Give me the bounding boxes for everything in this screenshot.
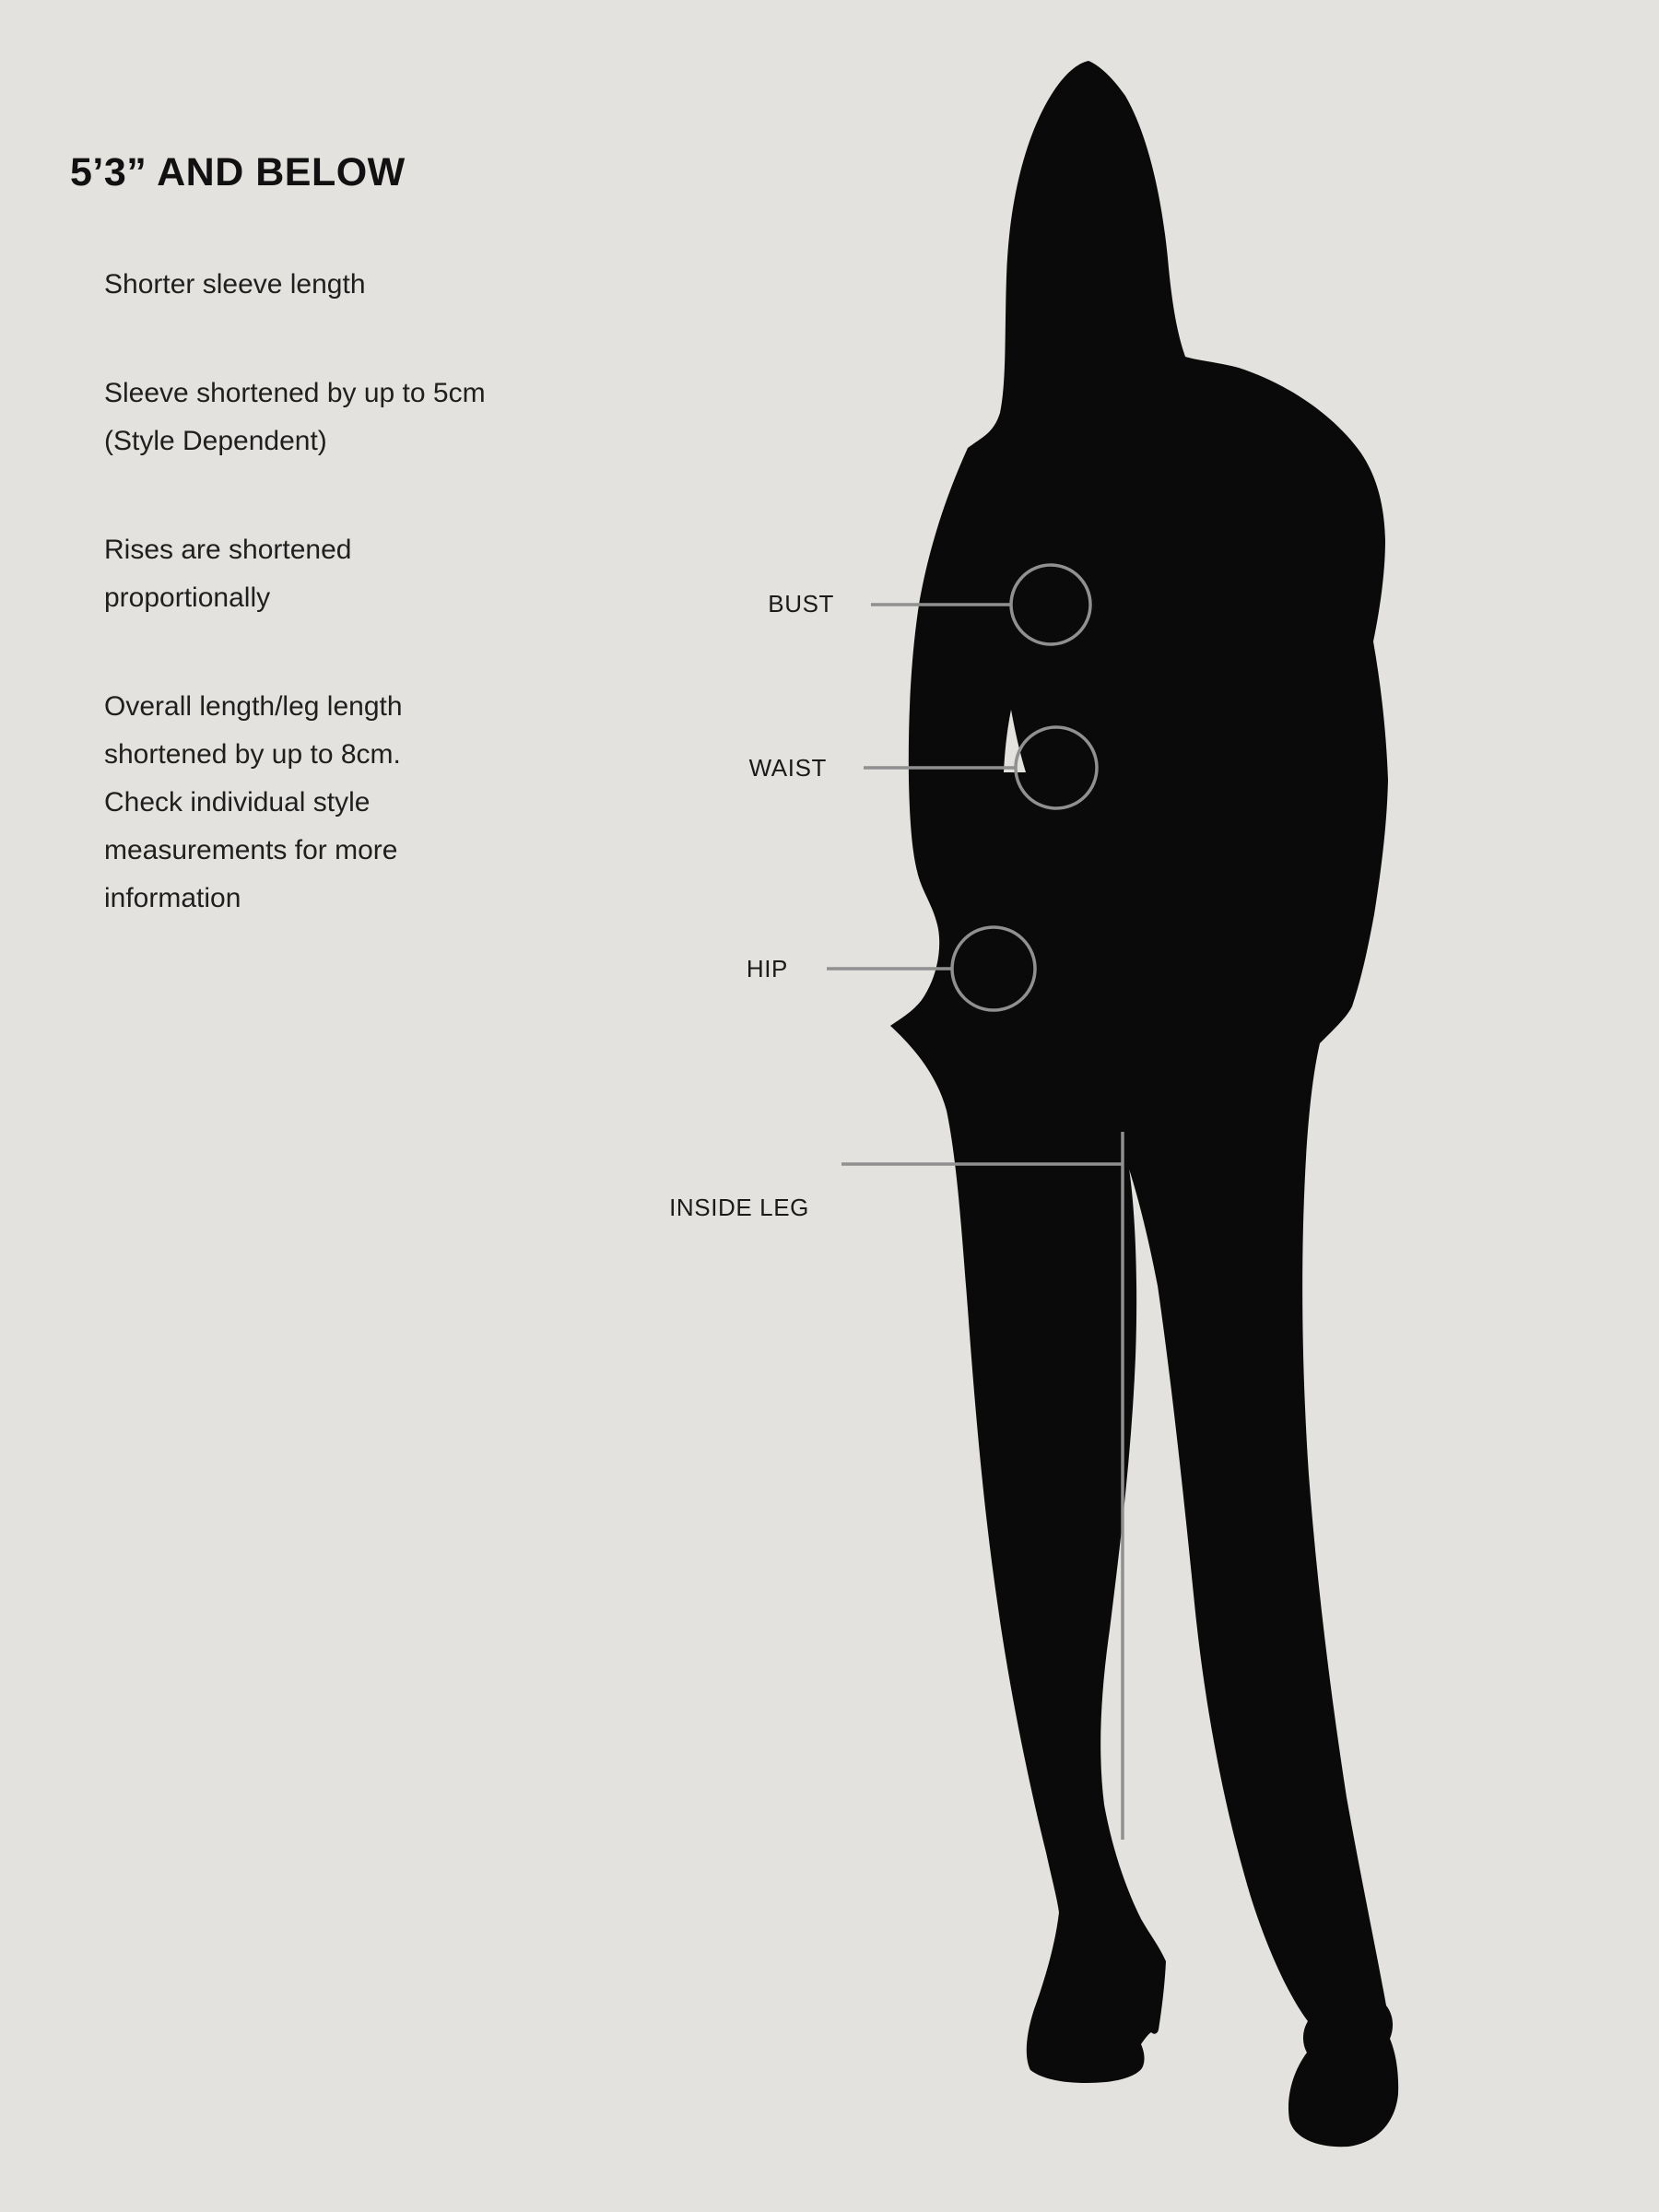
fit-note-text: Shorter sleeve length: [104, 269, 366, 300]
fit-note-text: information: [104, 883, 241, 913]
fit-note-text: shortened by up to 8cm.: [104, 739, 401, 770]
woman-silhouette: [890, 61, 1398, 2147]
fit-note-text: Check individual style: [104, 787, 371, 818]
inside-leg-label: INSIDE LEG: [669, 1194, 809, 1221]
fit-note-text: proportionally: [104, 582, 271, 613]
fit-note-text: Overall length/leg length: [104, 691, 403, 722]
fit-note-text: measurements for more: [104, 835, 398, 865]
fit-note-text: Rises are shortened: [104, 535, 352, 565]
fit-note-text: Sleeve shortened by up to 5cm: [104, 378, 486, 408]
hip-label: HIP: [746, 955, 788, 982]
bust-label: BUST: [768, 590, 834, 618]
page-title: 5’3” AND BELOW: [70, 150, 406, 194]
waist-label: WAIST: [748, 754, 827, 782]
fit-note-text: (Style Dependent): [104, 426, 327, 456]
